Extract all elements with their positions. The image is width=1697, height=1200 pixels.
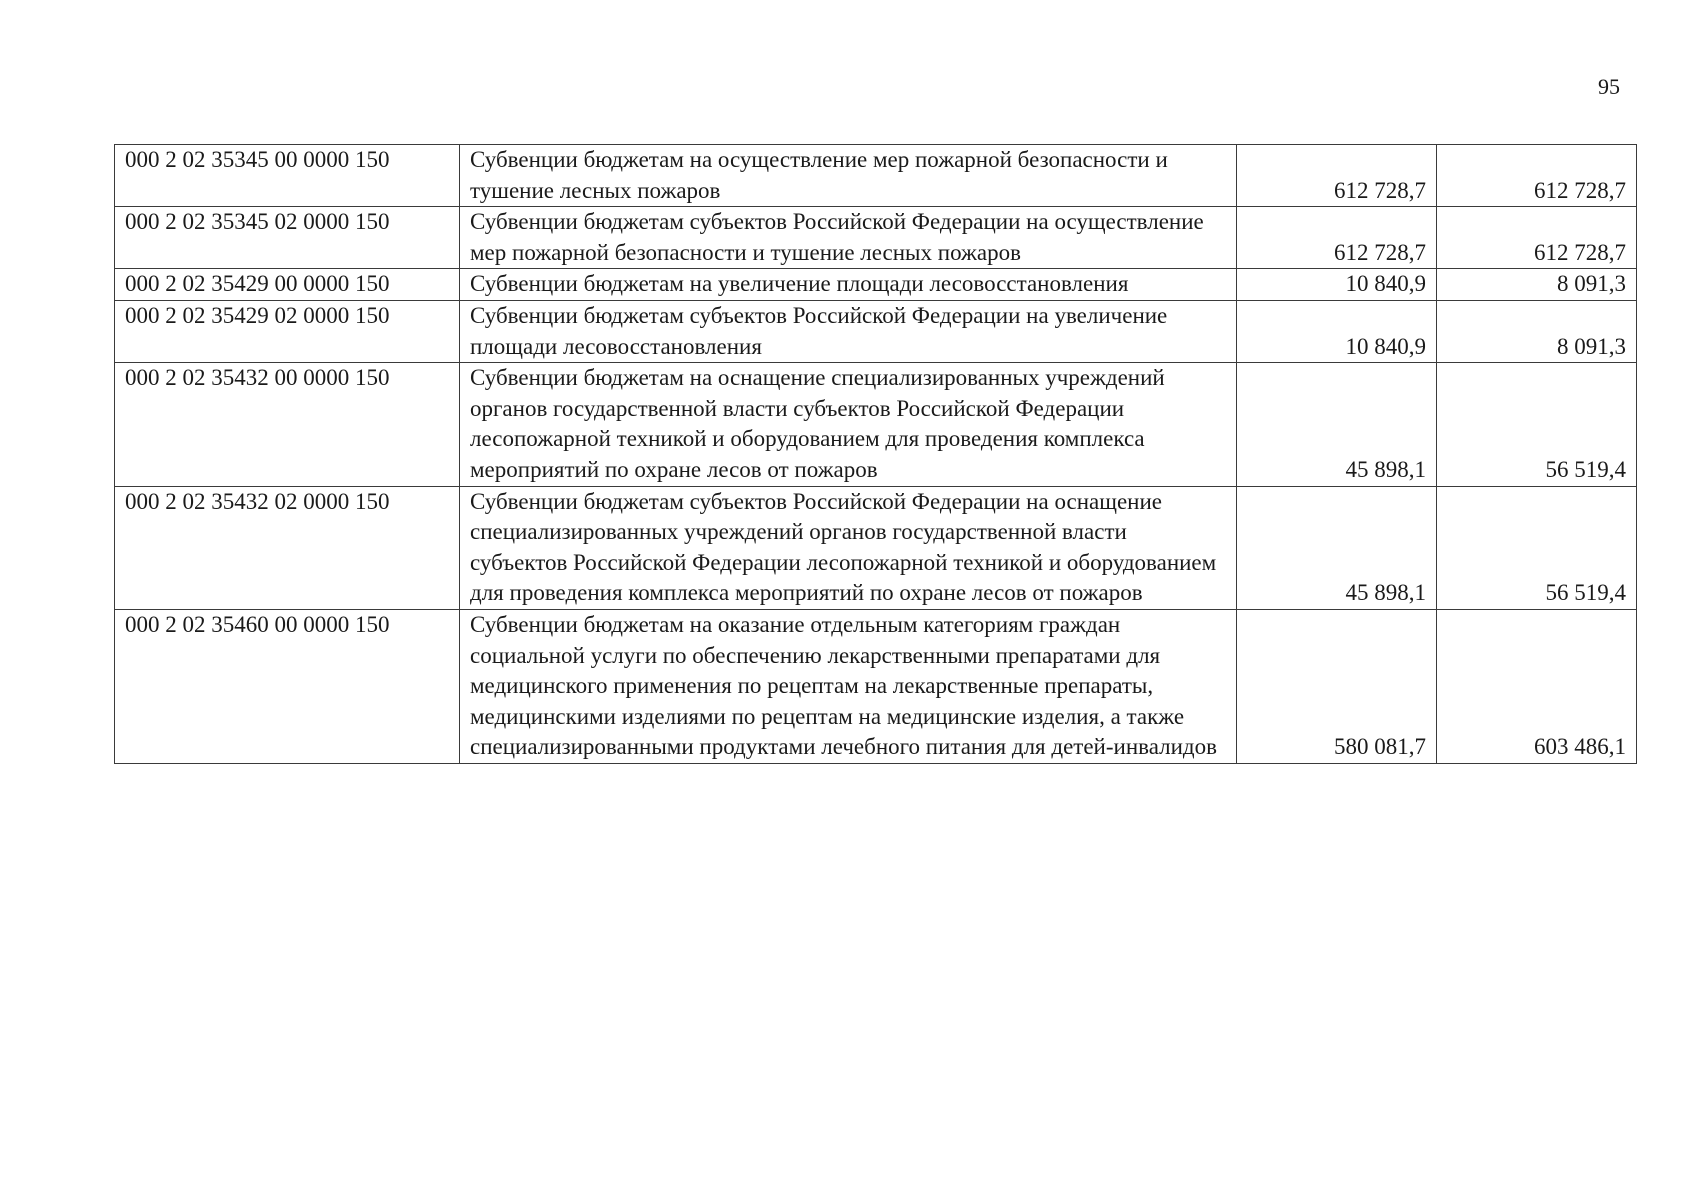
amount-value-2: 612 728,7	[1437, 145, 1637, 207]
amount-value-2: 56 519,4	[1437, 486, 1637, 609]
table-row	[115, 207, 1637, 269]
amount-value-2: 8 091,3	[1437, 300, 1637, 362]
budget-code: 000 2 02 35429 02 0000 150	[115, 300, 460, 362]
budget-code: 000 2 02 35345 00 0000 150	[115, 145, 460, 207]
item-description: Субвенции бюджетам субъектов Российской Федерации на оснащение специализированных учреждений органов государственной власти субъектов Российской Федерации лесопожарной техникой и оборудованием для проведения комплекса мероприятий по охране лесов от пожаров	[460, 486, 1237, 609]
budget-code: 000 2 02 35432 00 0000 150	[115, 363, 460, 486]
budget-table	[114, 144, 1637, 764]
amount-value-1: 580 081,7	[1237, 609, 1437, 763]
table-row	[115, 363, 1637, 486]
amount-value-2: 603 486,1	[1437, 609, 1637, 763]
table-row	[115, 486, 1637, 609]
budget-code: 000 2 02 35345 02 0000 150	[115, 207, 460, 269]
table-row	[115, 269, 1637, 301]
amount-value-1: 10 840,9	[1237, 300, 1437, 362]
item-description: Субвенции бюджетам на оснащение специализированных учреждений органов государственной власти субъектов Российской Федерации лесопожарной техникой и оборудованием для проведения комплекса мероприятий по охране лесов от пожаров	[460, 363, 1237, 486]
amount-value-1: 45 898,1	[1237, 486, 1437, 609]
item-description: Субвенции бюджетам субъектов Российской Федерации на увеличение площади лесовосстановления	[460, 300, 1237, 362]
amount-value-2: 8 091,3	[1437, 269, 1637, 301]
item-description: Субвенции бюджетам на увеличение площади лесовосстановления	[460, 269, 1237, 301]
amount-value-1: 612 728,7	[1237, 145, 1437, 207]
amount-value-1: 10 840,9	[1237, 269, 1437, 301]
amount-value-1: 612 728,7	[1237, 207, 1437, 269]
amount-value-2: 56 519,4	[1437, 363, 1637, 486]
budget-code: 000 2 02 35460 00 0000 150	[115, 609, 460, 763]
budget-code: 000 2 02 35429 00 0000 150	[115, 269, 460, 301]
table-row	[115, 609, 1637, 763]
item-description: Субвенции бюджетам субъектов Российской Федерации на осуществление мер пожарной безопасности и тушение лесных пожаров	[460, 207, 1237, 269]
amount-value-1: 45 898,1	[1237, 363, 1437, 486]
page-number: 95	[1598, 74, 1620, 99]
budget-code: 000 2 02 35432 02 0000 150	[115, 486, 460, 609]
amount-value-2: 612 728,7	[1437, 207, 1637, 269]
item-description: Субвенции бюджетам на оказание отдельным категориям граждан социальной услуги по обеспечению лекарственными препаратами для медицинского применения по рецептам на лекарственные препараты, медицинскими изделиями по рецептам на медицинские изделия, а также специализированными продуктами лечебного питания для детей-инвалидов	[460, 609, 1237, 763]
table-row	[115, 300, 1637, 362]
item-description: Субвенции бюджетам на осуществление мер пожарной безопасности и тушение лесных пожаров	[460, 145, 1237, 207]
table-row	[115, 145, 1637, 207]
